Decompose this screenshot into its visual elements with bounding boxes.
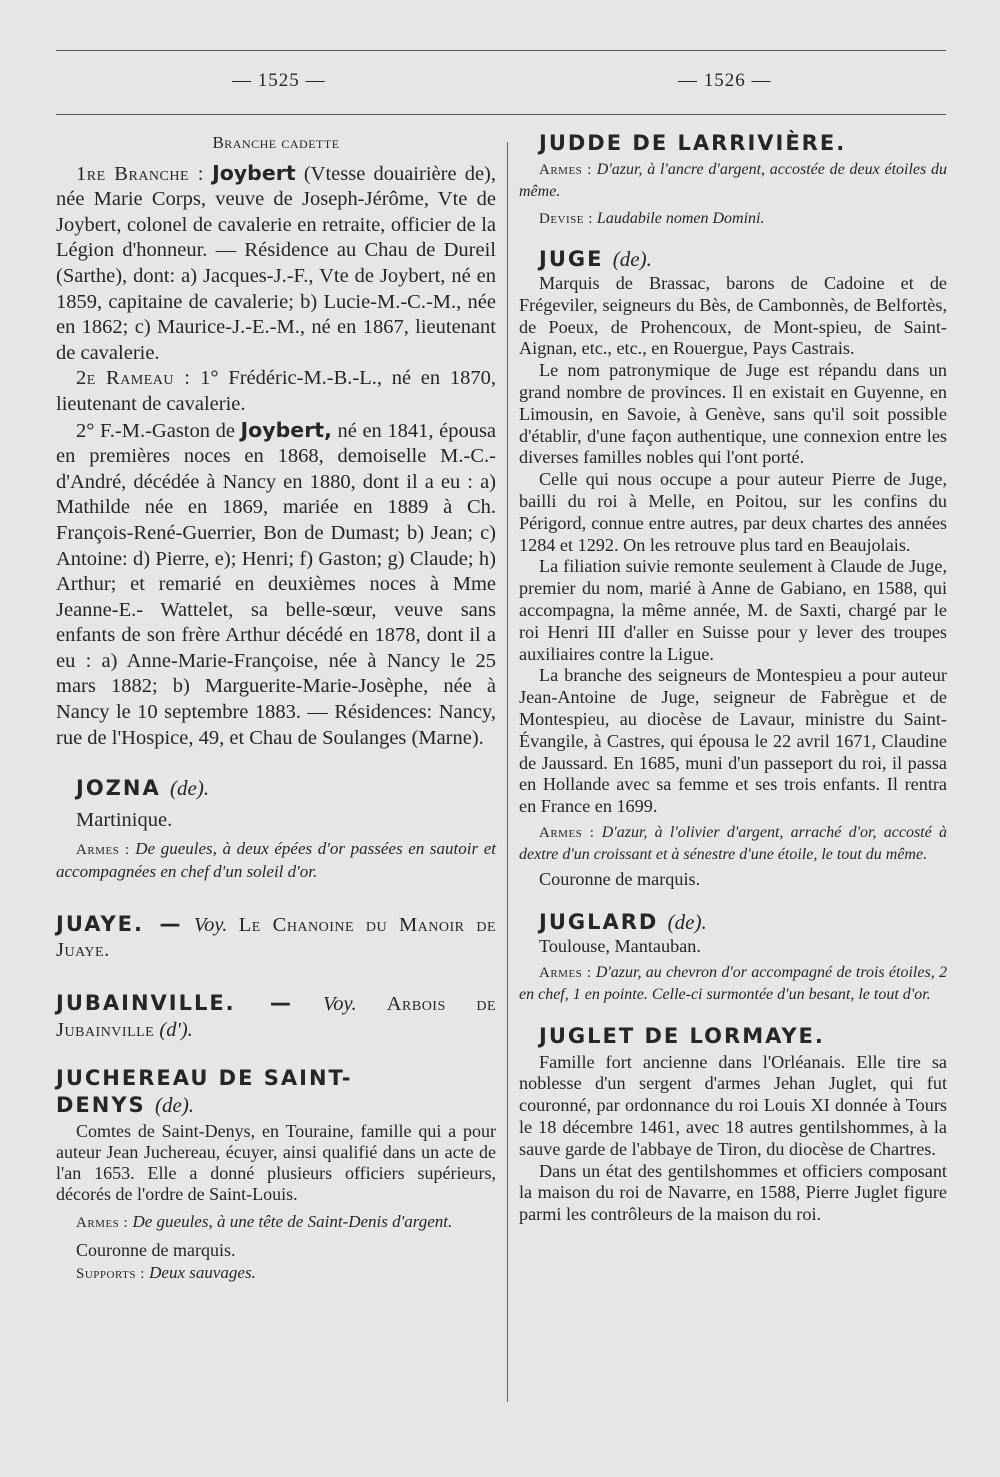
heading-juge: JUGE (de). — [539, 247, 652, 271]
juglet-p2: Dans un état des gentilshommes et officiers composant la maison du roi de Navarre, en 1588, Pierre Juglet figure parmi les contrôleurs de la maison du roi. — [519, 1160, 947, 1225]
judde-armes: Armes : D'azur, à l'ancre d'argent, accostée de deux étoiles du même. — [519, 161, 948, 200]
juge-p1: Marquis de Brassac, barons de Cadoine et de Frégeviler, seigneurs du Bès, de Cambonnès, de Belfortès, de Poeux, de Prohencoux, de Mont-spieu, de Saint-Aignan, etc., etc., en Rouergue, Pays Castrais. — [519, 273, 947, 359]
juge-p3: Celle qui nous occupe a pour auteur Pierre de Juge, bailli du roi à Melle, en Poitou, sur les confins du Périgord, connue entre autres, par deux chartes des années 1284 et 1292. On les retrouve plus tard en Beaujolais. — [519, 469, 947, 555]
judde-devise: Devise : Laudabile nomen Domini. — [539, 210, 765, 227]
juchereau-couronne: Couronne de marquis. — [76, 1240, 236, 1261]
heading-juchereau: JUCHEREAU DE SAINT- DENYS (de). — [56, 1066, 353, 1118]
heading-juglard: JUGLARD (de). — [539, 909, 707, 934]
name-joybert: Joybert — [212, 160, 296, 185]
entry-juaye: JUAYE. — Voy. Le Chanoine du Manoir de Juaye. — [56, 911, 496, 962]
column-divider — [507, 142, 508, 1402]
jozna-place: Martinique. — [76, 809, 173, 832]
entry-joybert-rameau-2: 2e Rameau : 1° Frédéric-M.-B.-L., né en 1870, lieutenant de cavalerie. — [56, 367, 496, 415]
left-column — [56, 130, 496, 1285]
header-rule — [56, 114, 946, 115]
top-rule — [56, 50, 946, 51]
entry-joybert-branch-1: 1re Branche : Joybert (Vtesse douairière de), née Marie Corps, veuve de Joseph-Jérôme, Vte de Joybert, colonel de cavalerie en retraite, officier de la Légion d'honneur. — Résidence au Chau de Dureil (Sarthe), dont: a) Jacques-J.-F., Vte de Joybert, né en 1859, capitaine de cavalerie; b) Lucie-M.-C.-M., née en 1862; c) Maurice-J.-E.-M., né en 1867, lieutenant de cavalerie. — [56, 160, 497, 364]
heading-judde: JUDDE DE LARRIVIÈRE. — [539, 131, 847, 155]
branch-title: Branche cadette — [212, 133, 340, 152]
page-number-left: — 1525 — — [232, 70, 326, 91]
name-joybert-2: Joybert, — [240, 417, 332, 442]
jozna-armes: Armes : De gueules, à deux épées d'or passées en sautoir et accompagnées en chef d'un soleil d'or. — [56, 838, 496, 881]
juchereau-supports: Supports : Deux sauvages. — [76, 1263, 256, 1283]
juge-p2: Le nom patronymique de Juge est répandu dans un grand nombre de provinces. Il en existait en Guyenne, en Limousin, en Savoie, à Genève, sans qu'il soit possible d'établir, d'une façon authentique, une connexion entre les diverses familles nobles qui l'ont porté. — [519, 360, 947, 468]
juglet-p1: Famille fort ancienne dans l'Orléanais. Elle tire sa noblesse d'un sergent d'armes Jehan Juglet, qui fut couronné, par ordonnance du roi Louis XI donnée à Tours le 18 décembre 1461, avec 18 autres gentilshommes, à la sauve garde de l'abbaye de Tiron, du diocèse de Chartres. — [519, 1051, 947, 1159]
juglard-place: Toulouse, Mantauban. — [539, 935, 701, 956]
juchereau-armes: Armes : De gueules, à une tête de Saint-Denis d'argent. — [76, 1212, 453, 1232]
entry-joybert-gaston: 2° F.-M.-Gaston de Joybert, né en 1841, épousa en premières noces en 1868, demoiselle M.-C.-d'André, décédée à Nancy en 1880, dont il a eu : a) Mathilde née en 1869, mariée en 1889 à Ch. François-René-Guerrier, Bon de Dumast; b) Jean; c) Antoine: d) Pierre, e); Henri; f) Gaston; g) Claude; h) Arthur; et remarié en deuxièmes noces à Mme Jeanne-E.- Wattelet, sa belle-sœur, veuve sans enfants de son frère Arthur décédé en 1878, dont il a eu : a) Anne-Marie-Françoise, née à Nancy le 25 mars 1882; b) Marguerite-Marie-Josèphe, née à Nancy le 10 septembre 1883. — Résidences: Nancy, rue de l'Hospice, 49, et Chau de Soulanges (Marne). — [56, 417, 497, 749]
juge-p5: La branche des seigneurs de Montespieu a pour auteur Jean-Antoine de Juge, seigneur de Fabrègue et de Montespieu, au diocèse de Lavaur, ministre du Saint-Évangile, à Castres, qui épousa le 22 avril 1671, Claudine de Jaussard. En 1685, muni d'un passeport du roi, il passa en Hollande avec sa femme et ses trois enfants. Il rentra en France en 1699. — [519, 665, 947, 817]
juge-armes: Armes : D'azur, à l'olivier d'argent, arraché d'or, accosté à dextre d'un croissant et à sénestre d'une étoile, le tout du même. — [519, 823, 947, 863]
heading-juglet: JUGLET DE LORMAYE. — [539, 1023, 825, 1048]
entry-jubainville: JUBAINVILLE. — Voy. Arbois de Jubainville (d'). — [56, 991, 497, 1041]
juge-couronne: Couronne de marquis. — [539, 868, 701, 889]
right-column — [519, 130, 947, 1226]
page-number-right: — 1526 — — [678, 70, 772, 91]
juglard-armes: Armes : D'azur, au chevron d'or accompagné de trois étoiles, 2 en chef, 1 en pointe. Celle-ci surmontée d'un besant, le tout d'or. — [519, 963, 947, 1003]
juge-p4: La filiation suivie remonte seulement à Claude de Juge, premier du nom, marié à Anne de Gabiano, en 1588, qui accompagna, la même année, M. de Saxti, chargé par le roi Henri III d'aller en Suisse pour y lever des troupes auxiliaires contre la Ligue. — [519, 556, 947, 664]
heading-jozna: JOZNA (de). — [76, 776, 210, 801]
juchereau-text: Comtes de Saint-Denys, en Touraine, famille qui a pour auteur Jean Juchereau, écuyer, ainsi qualifié dans un acte de l'an 1653. Elle a donné plusieurs officiers supérieurs, décorés de l'ordre de Saint-Louis. — [56, 1121, 496, 1205]
